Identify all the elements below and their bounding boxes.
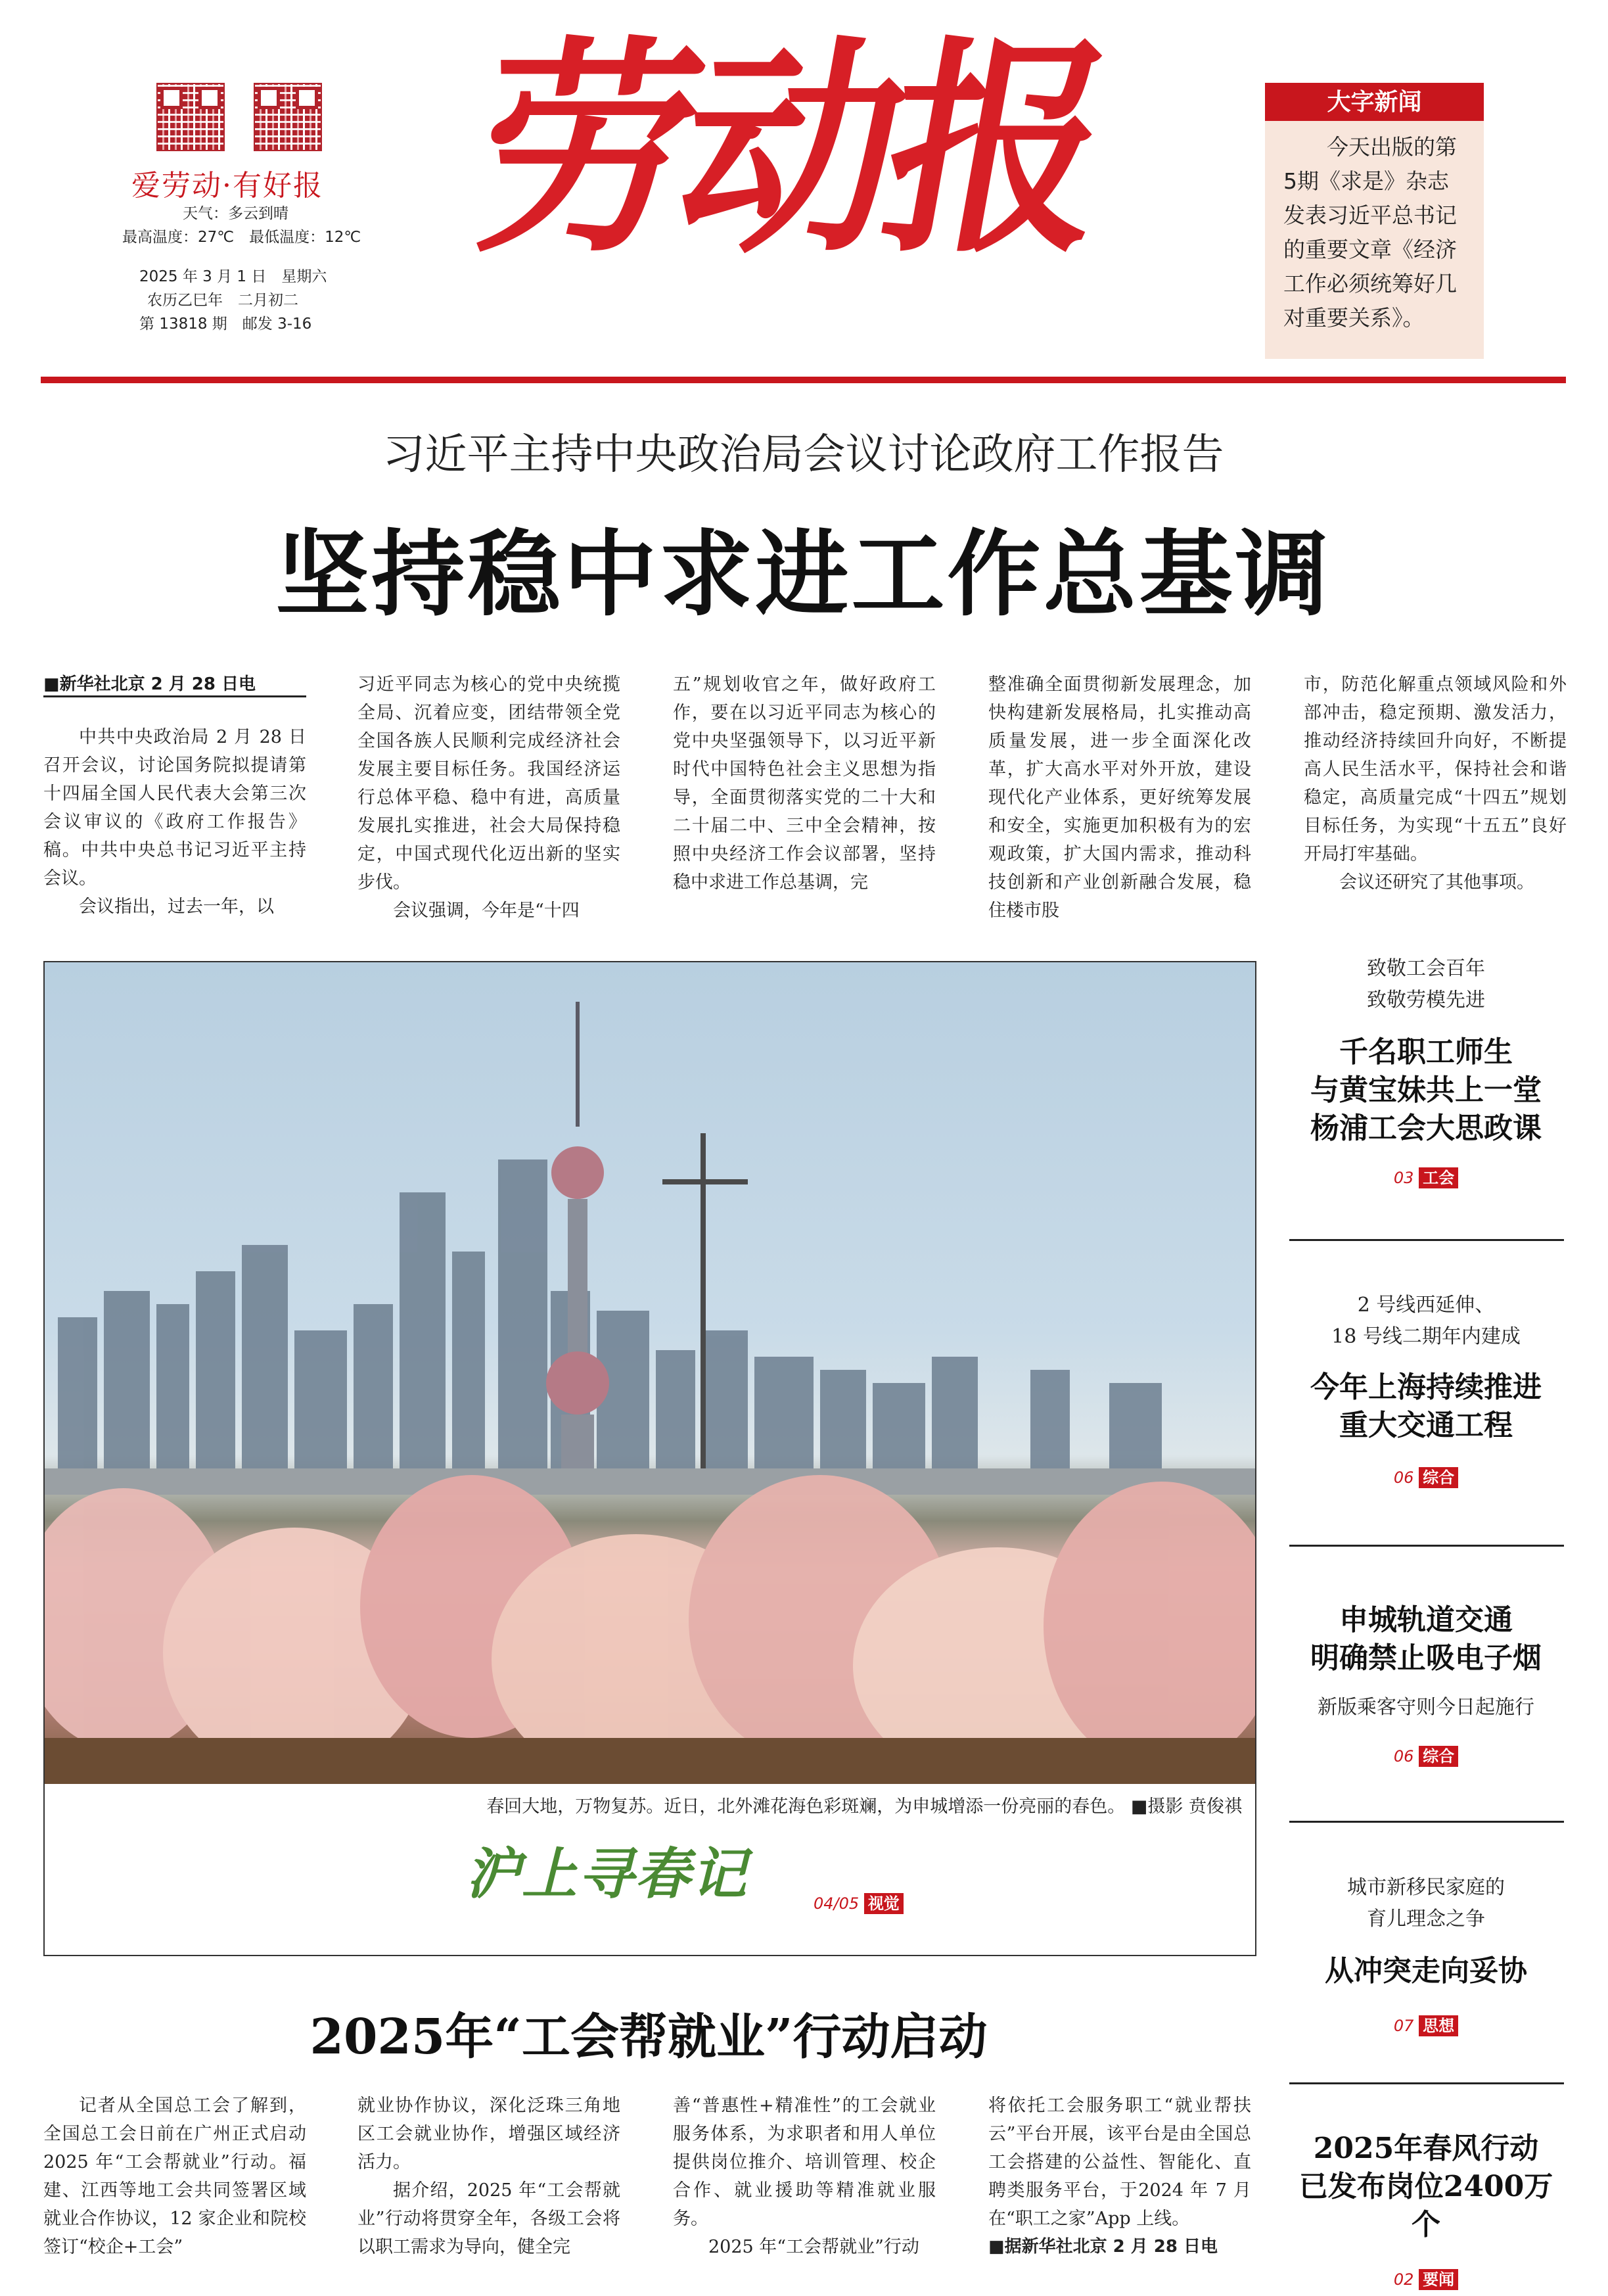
second-column-2 <box>357 2092 620 2261</box>
rail-5-page-ref <box>1288 2266 1564 2289</box>
rail-3-page-ref <box>1288 1743 1564 1766</box>
rail-1-page-ref <box>1288 1165 1564 1188</box>
lead-kicker: 习近平主持中央政治局会议讨论政府工作报告 <box>382 431 1224 479</box>
rail-1-page-number: 03 <box>1393 1169 1414 1187</box>
big-news-label: 大字新闻 <box>1265 83 1484 121</box>
rail-1-title-2: 与黄宝妹共上一堂 <box>1310 1073 1542 1107</box>
rail-item-3[interactable] <box>1288 1601 1564 1766</box>
lead-dateline: ■新华社北京 2 月 28 日电 <box>43 674 256 694</box>
second-col2-para2: 据介绍，2025 年“工会帮就业”行动将贯穿全年，各级工会将以职工需求为导向，健全完 <box>357 2180 620 2257</box>
photo-feature[interactable] <box>43 961 1256 1956</box>
second-credit: ■据新华社北京 2 月 28 日电 <box>988 2237 1218 2257</box>
qr-code-1[interactable] <box>156 83 225 151</box>
rail-5-page-number: 02 <box>1393 2270 1414 2289</box>
slogan: 爱劳动·有好报 <box>131 169 323 202</box>
lead-column-2 <box>357 670 620 925</box>
second-column-3 <box>673 2092 936 2261</box>
rail-2-section-tag: 综合 <box>1419 1467 1458 1488</box>
rail-4-section-tag: 思想 <box>1419 2015 1458 2036</box>
weather: 天气：多云到晴 <box>183 205 288 222</box>
rail-5-section-tag: 要闻 <box>1419 2269 1458 2290</box>
qr-code-2[interactable] <box>254 83 322 151</box>
lead-headline: 坚持稳中求进工作总基调 <box>275 520 1331 629</box>
second-column-4 <box>988 2092 1251 2261</box>
photo-illustration <box>45 962 1255 1784</box>
second-col2-para1: 就业协作协议，深化泛珠三角地区工会就业协作，增强区域经济活力。 <box>357 2096 620 2172</box>
rail-3-title-2: 明确禁止吸电子烟 <box>1310 1641 1542 1675</box>
lead-col2-para2: 会议强调，今年是“十四 <box>393 901 580 921</box>
feature-title: 沪上寻春记 <box>465 1841 748 1906</box>
rail-1-section-tag: 工会 <box>1419 1167 1458 1188</box>
second-column-1 <box>43 2092 306 2261</box>
rail-1-title-3: 杨浦工会大思政课 <box>1310 1112 1542 1145</box>
second-col3-para2: 2025 年“工会帮就业”行动 <box>708 2237 919 2257</box>
masthead-logo: 劳动报 <box>456 15 1118 283</box>
rail-3-sub-1: 新版乘客守则今日起施行 <box>1318 1696 1534 1719</box>
big-news-box <box>1265 83 1484 359</box>
big-news-text: 今天出版的第5期《求是》杂志发表习近平总书记的重要文章《经济工作必须统筹好几对重要关系》。 <box>1283 134 1457 331</box>
feature-section-tag: 视觉 <box>864 1893 904 1914</box>
feature-page-ref[interactable] <box>814 1890 904 1913</box>
second-col1-para1: 记者从全国总工会了解到，全国总工会日前在广州正式启动 2025 年“工会帮就业”行动。福建、江西等地工会共同签署区域就业合作协议，12 家企业和院校签订“校企+工会” <box>43 2096 306 2257</box>
lead-col2-para1: 习近平同志为核心的党中央统揽全局、沉着应变，团结带领全党全国各族人民顺利完成经济社会发展主要目标任务。我国经济运行总体平稳、稳中有进，高质量发展扎实推进，社会大局保持稳定，中国式现代化迈出新的坚实步伐。 <box>357 674 620 893</box>
rail-5-title-1: 2025年春风行动 <box>1313 2132 1539 2165</box>
lead-col5-para2: 会议还研究了其他事项。 <box>1339 872 1534 893</box>
rail-item-4[interactable] <box>1288 1872 1564 2036</box>
rail-1-sub-1: 致敬工会百年 <box>1367 957 1485 980</box>
rail-2-sub-2: 18 号线二期年内建成 <box>1331 1325 1521 1348</box>
lead-column-1 <box>43 723 306 921</box>
rail-1-sub-2: 致敬劳模先进 <box>1367 989 1485 1012</box>
issue-number: 第 13818 期 邮发 3-16 <box>139 316 312 333</box>
rail-1-title-1: 千名职工师生 <box>1339 1035 1513 1069</box>
rail-item-5[interactable] <box>1288 2130 1564 2289</box>
rail-2-title-1: 今年上海持续推进 <box>1310 1371 1542 1404</box>
rail-5-title-2: 已发布岗位2400万个 <box>1298 2170 1553 2241</box>
rail-2-page-number: 06 <box>1393 1468 1414 1487</box>
rail-2-title-2: 重大交通工程 <box>1339 1409 1513 1442</box>
rail-3-title-1: 申城轨道交通 <box>1339 1603 1513 1637</box>
rail-divider-2 <box>1289 1545 1564 1547</box>
rail-divider-4 <box>1289 2082 1564 2084</box>
feature-page-number: 04/05 <box>814 1894 860 1913</box>
rail-2-page-ref <box>1288 1464 1564 1488</box>
rail-3-section-tag: 综合 <box>1419 1746 1458 1767</box>
rail-4-page-number: 07 <box>1393 2017 1414 2035</box>
lead-column-5 <box>1304 670 1567 897</box>
lead-col1-para1: 中共中央政治局 2 月 28 日召开会议，讨论国务院拟提请第十四届全国人民代表大会第三次会议审议的《政府工作报告》稿。中共中央总书记习近平主持会议。 <box>43 727 306 889</box>
issue-date: 2025 年 3 月 1 日 星期六 <box>139 268 327 285</box>
second-col4-para1: 将依托工会服务职工“就业帮扶云”平台开展，该平台是由全国总工会搭建的公益性、智能化、直聘类服务平台，于2024 年 7 月在“职工之家”App 上线。 <box>988 2096 1251 2229</box>
rail-4-page-ref <box>1288 2013 1564 2036</box>
rail-item-1[interactable] <box>1288 953 1564 1188</box>
lead-col4-para1: 整准确全面贯彻新发展理念，加快构建新发展格局，扎实推动高质量发展，进一步全面深化改革，扩大高水平对外开放，建设现代化产业体系，更好统筹发展和安全，实施更加积极有为的宏观政策，扩大国内需求，推动科技创新和产业创新融合发展，稳住楼市股 <box>988 674 1251 921</box>
lead-col1-para2: 会议指出，过去一年，以 <box>79 897 274 917</box>
photo-caption: 春回大地，万物复苏。近日，北外滩花海色彩斑斓，为申城增添一份亮丽的春色。 ■摄影 贲俊祺 <box>486 1796 1242 1817</box>
rail-divider-3 <box>1289 1821 1564 1823</box>
lead-col5-para1: 市，防范化解重点领域风险和外部冲击，稳定预期、激发活力，推动经济持续回升向好，不断提高人民生活水平，保持社会和谐稳定，高质量完成“十四五”规划目标任务，为实现“十五五”良好开局打牢基础。 <box>1304 674 1567 864</box>
rail-3-page-number: 06 <box>1393 1747 1414 1766</box>
rail-4-title-1: 从冲突走向妥协 <box>1325 1954 1527 1988</box>
second-headline: 2025年“工会帮就业”行动启动 <box>310 2009 988 2065</box>
dateline-rule <box>43 695 306 697</box>
rail-divider-1 <box>1289 1239 1564 1241</box>
temperatures: 最高温度：27℃ 最低温度：12℃ <box>122 229 361 246</box>
rail-2-sub-1: 2 号线西延伸、 <box>1357 1294 1495 1317</box>
second-col3-para1: 善“普惠性+精准性”的工会就业服务体系，为求职者和用人单位提供岗位推介、培训管理、校企合作、就业援助等精准就业服务。 <box>673 2096 936 2229</box>
lead-col3-para1: 五”规划收官之年，做好政府工作，要在以习近平同志为核心的党中央坚强领导下，以习近平新时代中国特色社会主义思想为指导，全面贯彻落实党的二十大和二十届二中、三中全会精神，按照中央经济工作会议部署，坚持稳中求进工作总基调，完 <box>673 674 936 893</box>
lunar-date: 农历乙巳年 二月初二 <box>147 292 298 309</box>
bund-skyline-photo[interactable] <box>45 962 1255 1784</box>
masthead-rule <box>41 377 1566 383</box>
rail-item-2[interactable] <box>1288 1290 1564 1488</box>
lead-column-3 <box>673 670 936 897</box>
rail-4-sub-2: 育儿理念之争 <box>1367 1908 1485 1931</box>
rail-4-sub-1: 城市新移民家庭的 <box>1347 1876 1505 1899</box>
lead-column-4 <box>988 670 1251 925</box>
